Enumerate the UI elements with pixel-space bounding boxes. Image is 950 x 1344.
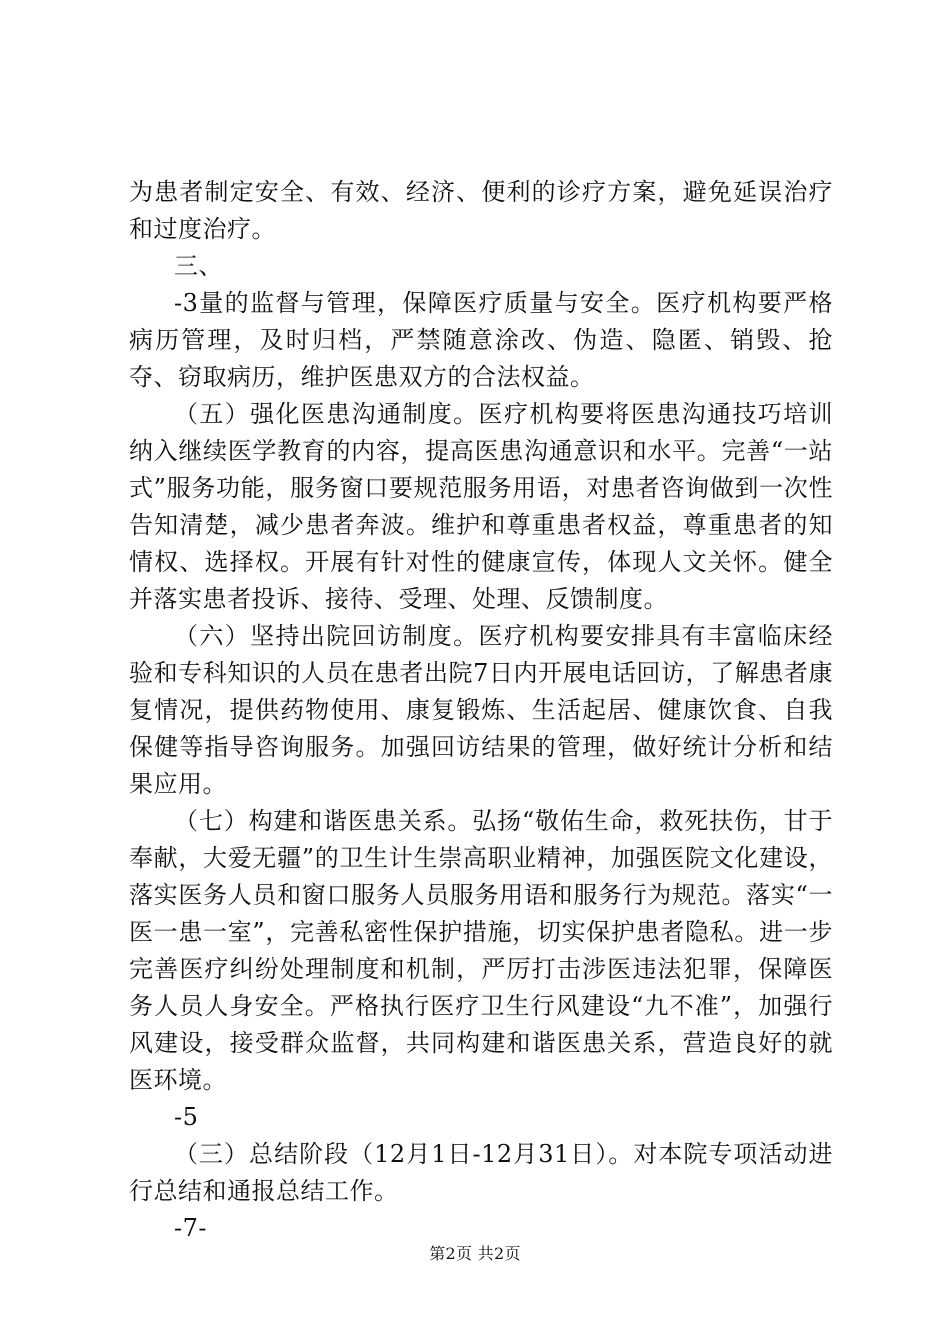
section-heading-three: 三、 xyxy=(174,252,223,280)
paragraph-follow-up: （六）坚持出院回访制度。医疗机构要安排具有丰富临床经验和专科知识的人员在患者出院7日内开展电话回访，了解患者康复情况，提供药物使用、康复锻炼、生活起居、健康饮食、自我保健等指导咨询服务。加强回访结果的管理，做好统计分析和结果应用。 xyxy=(129,622,833,798)
paragraph-intro: 为患者制定安全、有效、经济、便利的诊疗方案，避免延误治疗和过度治疗。 xyxy=(129,178,833,243)
paragraph-harmonious-relations: （七）构建和谐医患关系。弘扬“敬佑生命，救死扶伤，甘于奉献，大爱无疆”的卫生计生崇高职业精神，加强医院文化建设，落实医务人员和窗口服务人员服务用语和服务行为规范。落实“一医一患一室”，完善私密性保护措施，切实保护患者隐私。进一步完善医疗纠纷处理制度和机制，严厉打击涉医违法犯罪，保障医务人员人身安全。严格执行医疗卫生行风建设“九不准”，加强行风建设，接受群众监督，共同构建和谐医患关系，营造良好的就医环境。 xyxy=(129,807,833,1094)
page-marker-5: -5 xyxy=(174,1103,199,1131)
paragraph-communication: （五）强化医患沟通制度。医疗机构要将医患沟通技巧培训纳入继续医学教育的内容，提高医患沟通意识和水平。完善“一站式”服务功能，服务窗口要规范服务用语，对患者咨询做到一次性告知清楚，减少患者奔波。维护和尊重患者权益，尊重患者的知情权、选择权。开展有针对性的健康宣传，体现人文关怀。健全并落实患者投诉、接待、受理、处理、反馈制度。 xyxy=(129,400,833,613)
page-footer: 第2页 共2页 xyxy=(429,1244,521,1263)
paragraph-summary-stage: （三）总结阶段（12月1日-12月31日）。对本院专项活动进行总结和通报总结工作。 xyxy=(129,1140,833,1205)
document-body xyxy=(129,174,833,1247)
page-marker-7: -7- xyxy=(174,1214,207,1242)
paragraph-medical-records: -3量的监督与管理，保障医疗质量与安全。医疗机构要严格病历管理，及时归档，严禁随意涂改、伪造、隐匿、销毁、抢夺、窃取病历，维护医患双方的合法权益。 xyxy=(129,289,833,391)
